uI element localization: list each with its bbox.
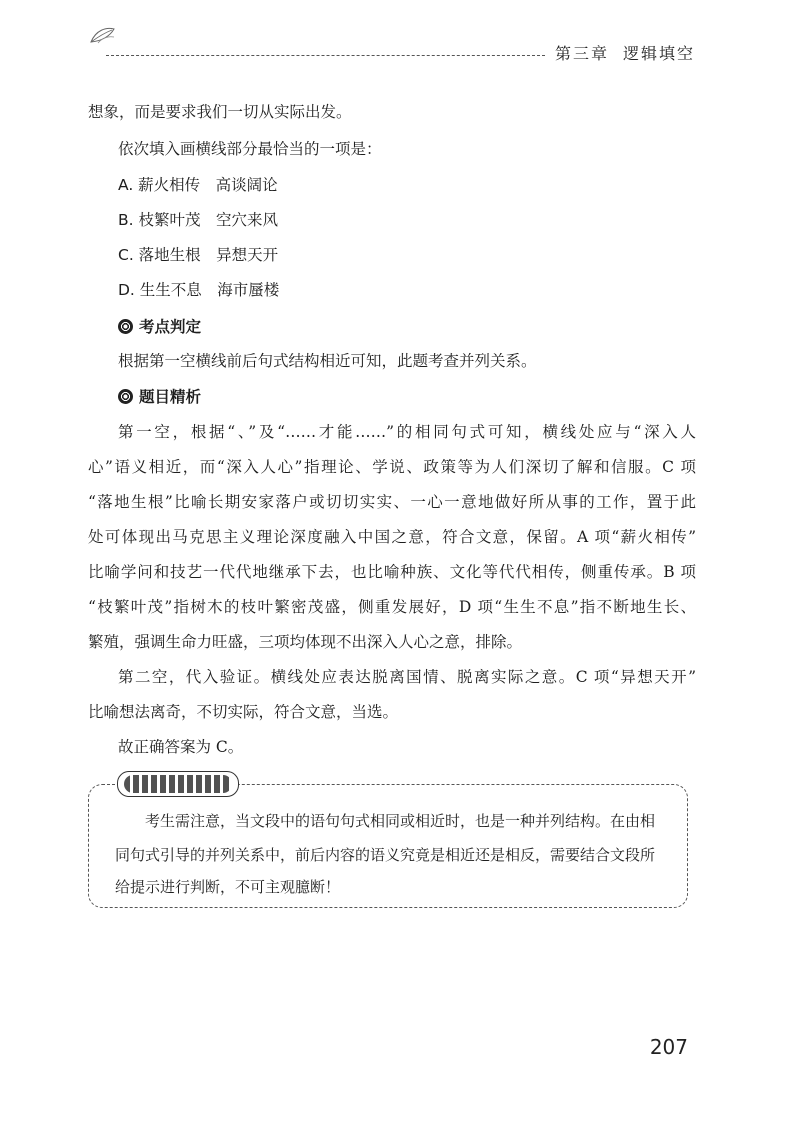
kaodian-text: 根据第一空横线前后句式结构相近可知，此题考查并列关系。 <box>118 352 537 370</box>
option-d: D. 生生不息 海市蜃楼 <box>118 281 280 299</box>
analysis-p1-line: 心”语义相近，而“深入人心”指理论、学说、政策等为人们深切了解和信服。C 项 <box>88 458 696 476</box>
target-bullet-icon <box>118 319 133 334</box>
jingxi-title: 题目精析 <box>139 388 202 406</box>
tip-box <box>88 784 688 908</box>
kaodian-heading <box>118 315 201 337</box>
target-bullet-icon <box>118 389 133 404</box>
analysis-p1-line: 第一空，根据“、”及“……才能……”的相同句式可知，横线处应与“深入人 <box>118 423 696 441</box>
answer-line: 故正确答案为 C。 <box>118 738 244 756</box>
jingxi-heading <box>118 385 201 407</box>
tip-badge-icon <box>117 771 239 797</box>
question-instruction: 依次填入画横线部分最恰当的一项是： <box>118 140 382 158</box>
tip-line: 同句式引导的并列关系中，前后内容的语义究竟是相近还是相反，需要结合文段所 <box>115 846 656 864</box>
analysis-p1-line: 比喻学问和技艺一代代地继承下去，也比喻种族、文化等代代相传，侧重传承。B 项 <box>88 563 696 581</box>
tip-line: 考生需注意，当文段中的语句句式相同或相近时，也是一种并列结构。在由相 <box>145 812 656 830</box>
analysis-p1-line: 处可体现出马克思主义理论深度融入中国之意，符合文意，保留。A 项“薪火相传” <box>88 528 696 546</box>
section-label: 逻辑填空 <box>622 44 695 63</box>
analysis-p1-line: “枝繁叶茂”指树木的枝叶繁密茂盛，侧重发展好，D 项“生生不息”指不断地生长、 <box>88 598 696 616</box>
running-header <box>88 22 695 62</box>
kaodian-title: 考点判定 <box>139 318 202 336</box>
option-b: B. 枝繁叶茂 空穴来风 <box>118 211 278 229</box>
header-title <box>555 41 695 64</box>
page-number: 207 <box>649 1035 688 1059</box>
tip-line: 给提示进行判断，不可主观臆断！ <box>115 878 341 896</box>
option-c: C. 落地生根 异想天开 <box>118 246 279 264</box>
analysis-p1-line: 繁殖，强调生命力旺盛，三项均体现不出深入人心之意，排除。 <box>88 633 523 651</box>
analysis-p1-line: “落地生根”比喻长期安家落户或切切实实、一心一意地做好所从事的工作，置于此 <box>88 493 696 511</box>
analysis-p2-line: 比喻想法离奇，不切实际，符合文意，当选。 <box>88 703 399 721</box>
option-a: A. 薪火相传 高谈阔论 <box>118 176 278 194</box>
leaf-ornament-icon <box>88 24 118 46</box>
continued-line: 想象，而是要求我们一切从实际出发。 <box>88 103 352 121</box>
chapter-label: 第三章 <box>554 44 609 63</box>
header-rule <box>106 55 545 56</box>
analysis-p2-line: 第二空，代入验证。横线处应表达脱离国情、脱离实际之意。C 项“异想天开” <box>118 668 696 686</box>
